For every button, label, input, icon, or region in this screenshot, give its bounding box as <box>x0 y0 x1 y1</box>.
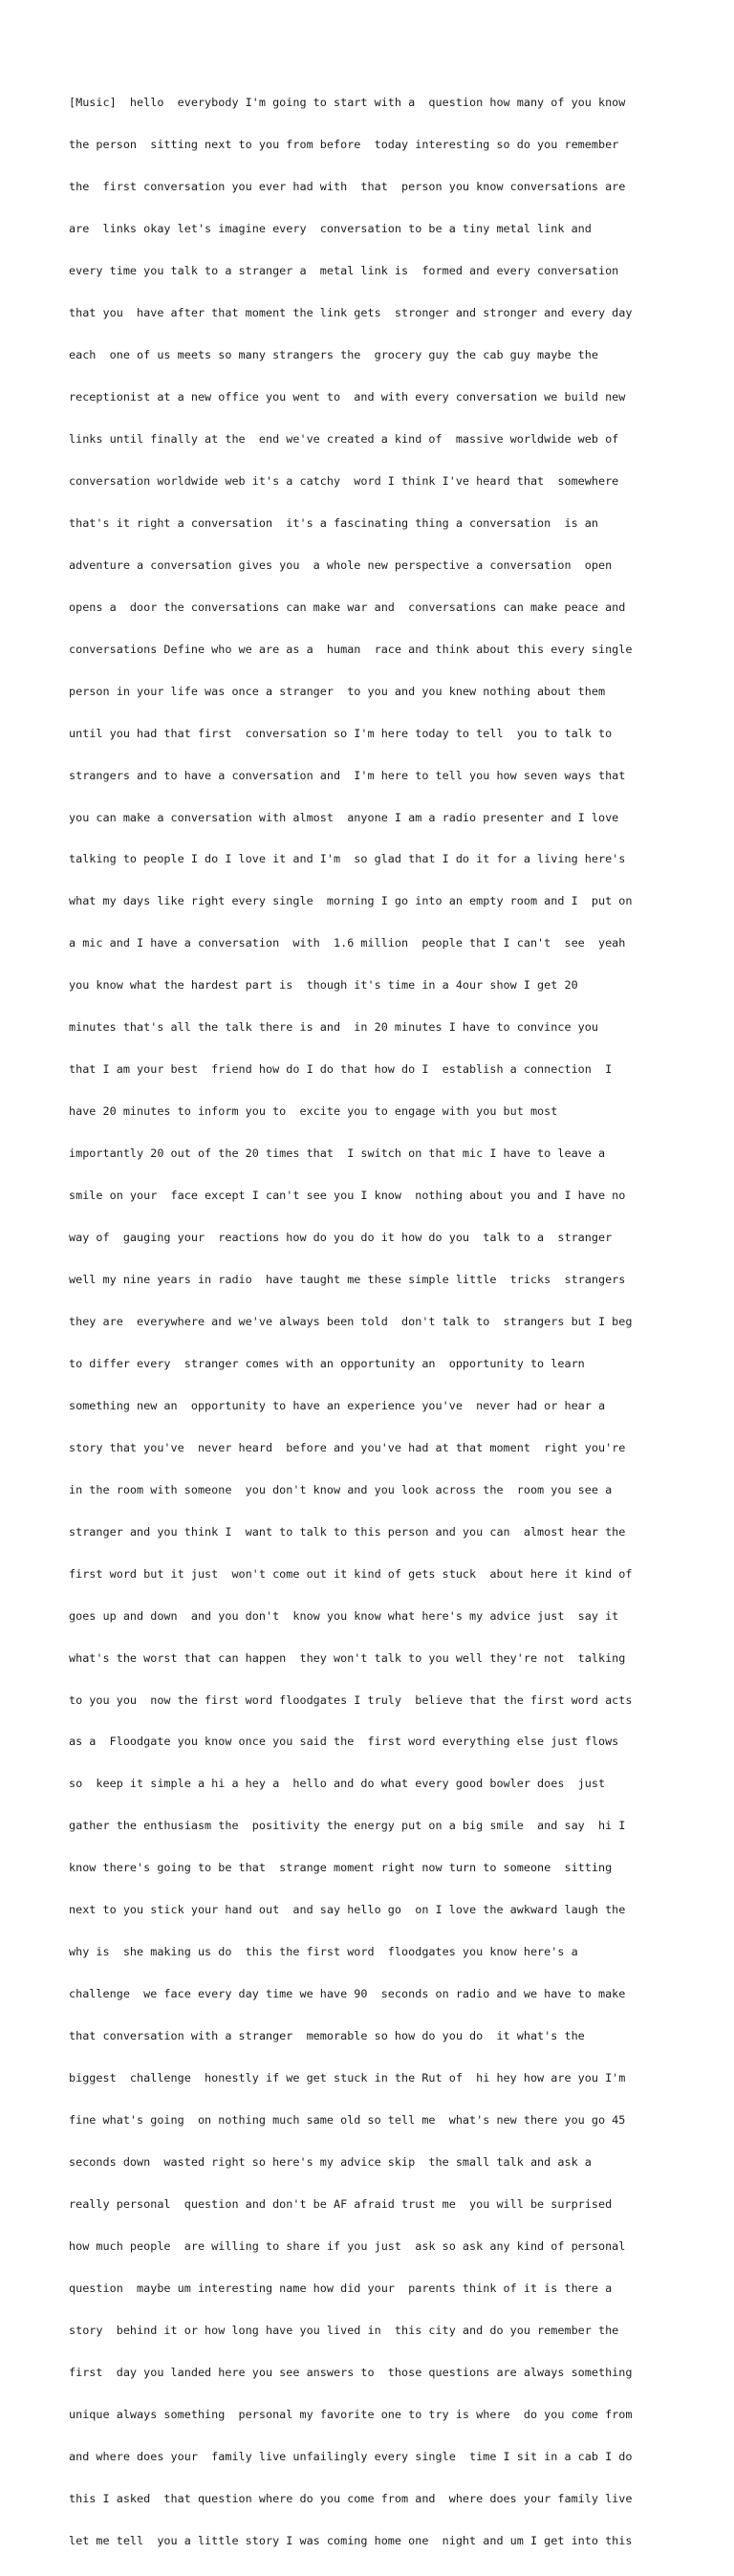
transcript-line: to differ every stranger comes with an opportunity an opportunity to learn <box>69 1356 585 1370</box>
transcript-line: links until finally at the end we've created a kind of massive worldwide web of <box>69 431 619 446</box>
transcript-line: story that you've never heard before and you've had at that moment right you're <box>69 1440 626 1454</box>
transcript-line: receptionist at a new office you went to and with every conversation we build new <box>69 389 626 404</box>
transcript-line: question maybe um interesting name how did your parents think of it is there a <box>69 2281 613 2295</box>
transcript-line: the person sitting next to you from before today interesting so do you remember <box>69 138 619 152</box>
transcript-line: that I am your best friend how do I do that how do I establish a connection I <box>69 1062 613 1077</box>
transcript-line: you can make a conversation with almost anyone I am a radio presenter and I love <box>69 810 619 824</box>
transcript-line: they are everywhere and we've always been told don't talk to strangers but I beg <box>69 1314 633 1328</box>
transcript-line: minutes that's all the talk there is and in 20 minutes I have to convince you <box>69 1020 598 1035</box>
transcript-line: adventure a conversation gives you a whole new perspective a conversation open <box>69 557 613 572</box>
transcript-line: you know what the hardest part is though it's time in a 4our show I get 20 <box>69 978 578 993</box>
transcript-line: this I asked that question where do you come from and where does your family live <box>69 2491 633 2505</box>
transcript-line: goes up and down and you don't know you know what here's my advice just say it <box>69 1608 619 1623</box>
transcript-line: biggest challenge honestly if we get stuck in the Rut of hi hey how are you I'm <box>69 2071 626 2085</box>
transcript-line: importantly 20 out of the 20 times that I switch on that mic I have to leave a <box>69 1146 606 1161</box>
transcript-line: stranger and you think I want to talk to this person and you can almost hear the <box>69 1524 626 1539</box>
transcript-line: so keep it simple a hi a hey a hello and do what every good bowler does just <box>69 1777 606 1791</box>
transcript-line: well my nine years in radio have taught me these simple little tricks strangers <box>69 1273 626 1286</box>
transcript-line: unique always something personal my favorite one to try is where do you come from <box>69 2407 633 2421</box>
transcript-line: how much people are willing to share if you just ask so ask any kind of personal <box>69 2238 626 2253</box>
transcript-line: first word but it just won't come out it kind of gets stuck about here it kind of <box>69 1566 633 1581</box>
transcript-line: as a Floodgate you know once you said the first word everything else just flows <box>69 1735 619 1749</box>
transcript-line: conversations Define who we are as a human race and think about this every single <box>69 642 633 656</box>
transcript-line: first day you landed here you see answers to those questions are always something <box>69 2365 633 2379</box>
transcript-line: fine what's going on nothing much same old so tell me what's new there you go 45 <box>69 2113 626 2128</box>
transcript-line: the first conversation you ever had with that person you know conversations are <box>69 180 626 194</box>
transcript-line: each one of us meets so many strangers the grocery guy the cab guy maybe the <box>69 348 598 362</box>
transcript-line: until you had that first conversation so I'm here today to tell you to talk to <box>69 726 613 740</box>
transcript-line: why is she making us do this the first word floodgates you know here's a <box>69 1945 578 1959</box>
transcript-line: and where does your family live unfailingly every single time I sit in a cab I do <box>69 2449 633 2463</box>
transcript-line: that you have after that moment the link gets stronger and stronger and every day <box>69 306 633 320</box>
transcript-line: talking to people I do I love it and I'm so glad that I do it for a living here's <box>69 852 626 866</box>
transcript-line: conversation worldwide web it's a catchy word I think I've heard that somewhere <box>69 473 619 488</box>
transcript-line: to you you now the first word floodgates I truly believe that the first word acts <box>69 1692 633 1707</box>
transcript-line: seconds down wasted right so here's my advice skip the small talk and ask a <box>69 2155 592 2170</box>
transcript-line: gather the enthusiasm the positivity the energy put on a big smile and say hi I <box>69 1819 626 1833</box>
transcript-line: every time you talk to a stranger a metal link is formed and every conversation <box>69 264 619 278</box>
transcript-line: a mic and I have a conversation with 1.6 million people that I can't see yeah <box>69 936 626 950</box>
transcript-line: next to you stick your hand out and say hello go on I love the awkward laugh the <box>69 1903 626 1917</box>
transcript-line: that conversation with a stranger memorable so how do you do it what's the <box>69 2029 585 2043</box>
transcript-line: that's it right a conversation it's a fascinating thing a conversation is an <box>69 515 598 530</box>
transcript-line: what my days like right every single morning I go into an empty room and I put on <box>69 894 633 908</box>
transcript-line: strangers and to have a conversation and I'm here to tell you how seven ways that <box>69 768 626 782</box>
transcript-line: are links okay let's imagine every conversation to be a tiny metal link and <box>69 222 592 236</box>
transcript-line: really personal question and don't be AF afraid trust me you will be surprised <box>69 2196 613 2211</box>
transcript-line: way of gauging your reactions how do you do it how do you talk to a stranger <box>69 1231 613 1245</box>
transcript-line: challenge we face every day time we have 90 seconds on radio and we have to make <box>69 1987 626 2001</box>
transcript-line: know there's going to be that strange moment right now turn to someone sitting <box>69 1861 613 1875</box>
transcript-line: in the room with someone you don't know and you look across the room you see a <box>69 1482 613 1496</box>
transcript-line: have 20 minutes to inform you to excite you to engage with you but most <box>69 1104 558 1119</box>
transcript-line: smile on your face except I can't see you I know nothing about you and I have no <box>69 1189 626 1203</box>
transcript-line: what's the worst that can happen they won't talk to you well they're not talking <box>69 1650 626 1665</box>
transcript-line: let me tell you a little story I was coming home one night and um I get into this <box>69 2533 633 2547</box>
transcript-line: something new an opportunity to have an experience you've never had or hear a <box>69 1398 606 1412</box>
transcript-line: person in your life was once a stranger to you and you knew nothing about them <box>69 684 606 698</box>
transcript-line: opens a door the conversations can make war and conversations can make peace and <box>69 600 626 614</box>
transcript-line: [Music] hello everybody I'm going to start with a question how many of you know <box>69 96 626 110</box>
transcript-text <box>69 68 633 2576</box>
transcript-line: story behind it or how long have you lived in this city and do you remember the <box>69 2323 619 2337</box>
